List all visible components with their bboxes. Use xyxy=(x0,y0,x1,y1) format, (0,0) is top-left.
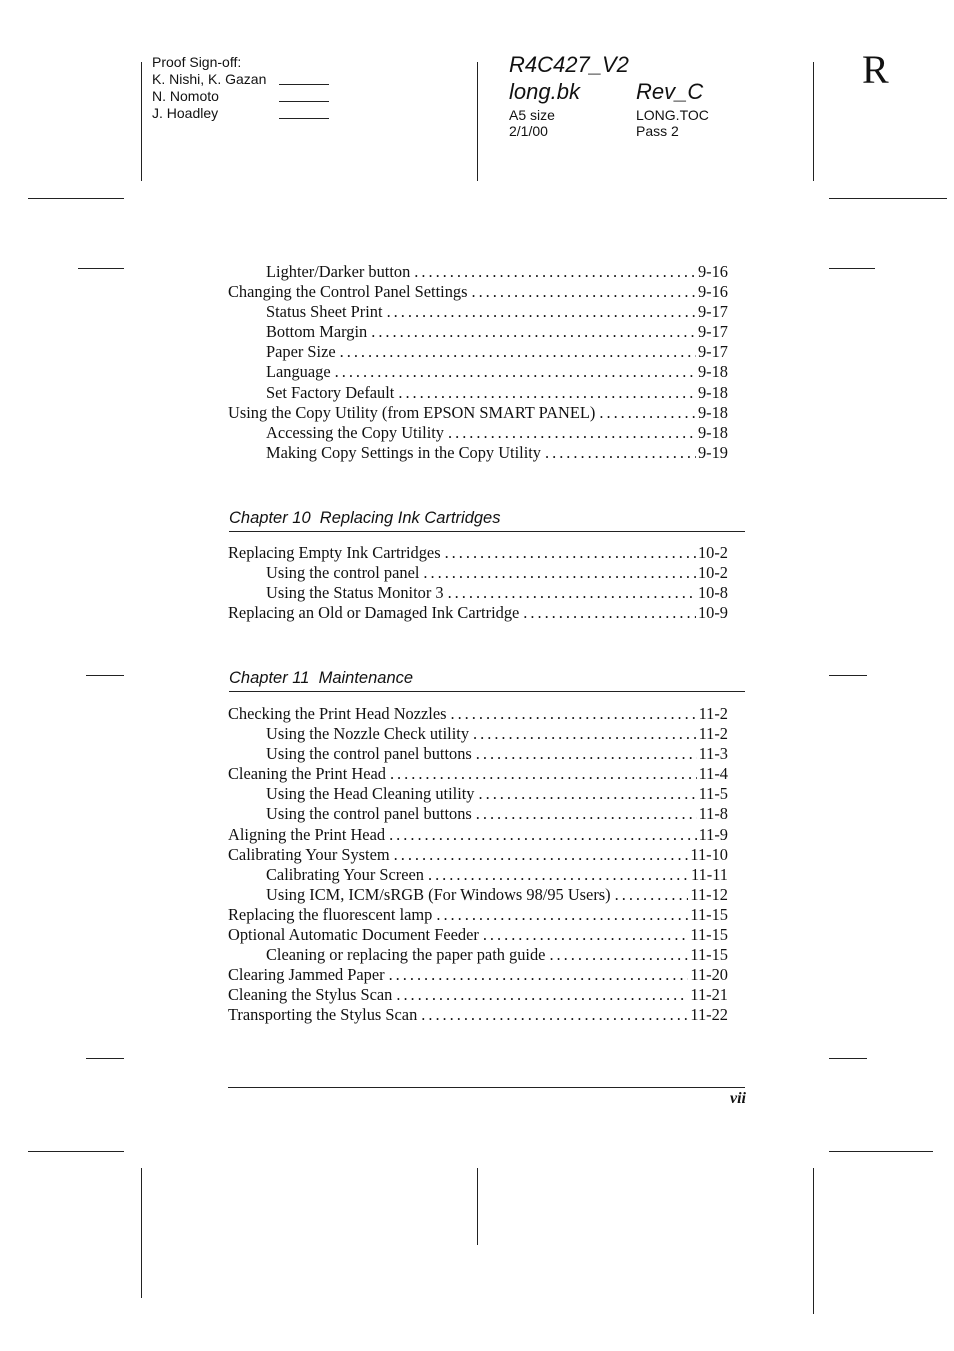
toc-entry[interactable] xyxy=(228,905,728,925)
toc-entry-page: 11-15 xyxy=(690,925,728,945)
toc-entry[interactable] xyxy=(228,945,728,965)
toc-entry-page: 11-2 xyxy=(698,724,728,744)
crop-mark xyxy=(477,62,478,181)
toc-entry-title: Paper Size xyxy=(266,342,336,362)
toc-list xyxy=(228,262,728,463)
signature-line xyxy=(279,118,329,119)
chapter-heading: Chapter 10 Replacing Ink Cartridges xyxy=(229,508,745,532)
signer-name: N. Nomoto xyxy=(152,88,219,104)
toc-entry-page: 11-3 xyxy=(698,744,728,764)
crop-mark xyxy=(78,268,124,269)
signer-row xyxy=(152,105,266,122)
toc-entry-page: 11-8 xyxy=(698,804,728,824)
crop-mark xyxy=(829,1058,867,1059)
toc-entry[interactable] xyxy=(228,563,728,583)
corner-letter-mark: R xyxy=(862,47,889,92)
dot-leader xyxy=(479,784,697,804)
toc-entry[interactable] xyxy=(228,925,728,945)
dot-leader xyxy=(387,302,696,322)
toc-entry[interactable] xyxy=(228,282,728,302)
toc-entry-page: 9-18 xyxy=(697,382,728,402)
crop-mark xyxy=(477,1168,478,1245)
toc-entry-page: 11-4 xyxy=(698,764,728,784)
toc-entry-title: Changing the Control Panel Settings xyxy=(228,282,468,302)
toc-entry-title: Using the control panel buttons xyxy=(266,804,472,824)
toc-entry-page: 9-17 xyxy=(697,322,728,342)
toc-entry-page: 9-19 xyxy=(697,442,728,462)
dot-leader xyxy=(340,342,696,362)
toc-entry[interactable] xyxy=(228,845,728,865)
proof-pass: Pass 2 xyxy=(636,123,679,139)
toc-entry-page: 10-9 xyxy=(697,603,728,623)
toc-entry[interactable] xyxy=(228,885,728,905)
dot-leader xyxy=(371,322,696,342)
book-code: R4C427_V2 xyxy=(509,52,629,77)
toc-entry-page: 11-15 xyxy=(690,904,728,924)
toc-entry-title: Language xyxy=(266,362,331,382)
dot-leader xyxy=(473,724,697,744)
dot-leader xyxy=(428,865,689,885)
toc-entry-page: 11-10 xyxy=(690,844,728,864)
signer-name: K. Nishi, K. Gazan xyxy=(152,71,267,87)
toc-entry-page: 9-18 xyxy=(697,422,728,442)
dot-leader xyxy=(394,845,689,865)
dot-leader xyxy=(523,603,696,623)
dot-leader xyxy=(390,764,697,784)
signature-line xyxy=(279,84,329,85)
dot-leader xyxy=(421,1005,688,1025)
toc-entry[interactable] xyxy=(228,724,728,744)
book-revision: Rev_C xyxy=(636,79,704,104)
signer-row xyxy=(152,88,266,105)
toc-entry-title: Bottom Margin xyxy=(266,322,368,342)
toc-entry[interactable] xyxy=(228,342,728,362)
toc-entry-title: Checking the Print Head Nozzles xyxy=(228,704,447,723)
crop-mark xyxy=(86,1058,124,1059)
dot-leader xyxy=(414,262,696,282)
crop-mark xyxy=(28,1151,124,1152)
toc-entry-page: 11-5 xyxy=(698,784,728,804)
dot-leader xyxy=(476,744,697,764)
toc-entry-title: Cleaning the Print Head xyxy=(228,764,386,784)
toc-entry-title: Cleaning the Stylus Scan xyxy=(228,985,393,1005)
toc-entry-title: Optional Automatic Document Feeder xyxy=(228,925,479,945)
toc-file: LONG.TOC xyxy=(636,107,709,123)
dot-leader xyxy=(436,905,688,925)
toc-entry-title: Replacing Empty Ink Cartridges xyxy=(228,543,441,562)
toc-entry-title: Transporting the Stylus Scan xyxy=(228,1005,418,1025)
crop-mark xyxy=(829,198,947,199)
signer-name: J. Hoadley xyxy=(152,105,219,121)
toc-entry[interactable] xyxy=(228,1005,728,1025)
toc-entry-page: 10-2 xyxy=(697,543,728,562)
toc-entry[interactable] xyxy=(228,865,728,885)
proof-date: 2/1/00 xyxy=(509,123,548,139)
toc-entry-page: 9-17 xyxy=(697,302,728,322)
dot-leader xyxy=(335,362,696,382)
toc-entry[interactable] xyxy=(228,603,728,623)
crop-mark xyxy=(86,675,124,676)
crop-mark xyxy=(829,268,875,269)
toc-entry[interactable] xyxy=(228,825,728,845)
signer-row xyxy=(152,71,266,88)
toc-entry-title: Lighter/Darker button xyxy=(266,262,411,281)
toc-entry-title: Using the control panel buttons xyxy=(266,744,472,764)
dot-leader xyxy=(545,443,696,463)
dot-leader xyxy=(448,423,696,443)
footer-rule xyxy=(228,1087,745,1088)
toc-entry-title: Replacing the fluorescent lamp xyxy=(228,904,433,924)
toc-entry-title: Calibrating Your Screen xyxy=(266,864,424,884)
toc-entry-page: 11-12 xyxy=(690,884,728,904)
toc-entry[interactable] xyxy=(228,423,728,443)
toc-entry-page: 9-18 xyxy=(697,362,728,382)
dot-leader xyxy=(389,965,689,985)
toc-entry[interactable] xyxy=(228,744,728,764)
crop-mark xyxy=(829,675,867,676)
toc-entry-title: Using the control panel xyxy=(266,563,420,583)
toc-entry[interactable] xyxy=(228,985,728,1005)
toc-entry[interactable] xyxy=(228,443,728,463)
dot-leader xyxy=(599,403,696,423)
toc-entry-page: 10-8 xyxy=(697,583,728,603)
toc-entry-page: 11-9 xyxy=(698,824,728,844)
page-size: A5 size xyxy=(509,107,555,123)
book-file: long.bk xyxy=(509,79,580,104)
signature-line xyxy=(279,101,329,102)
crop-mark xyxy=(813,1168,814,1314)
toc-entry[interactable] xyxy=(228,764,728,784)
toc-entry[interactable] xyxy=(228,704,728,724)
dot-leader xyxy=(450,704,696,724)
toc-entry-page: 11-2 xyxy=(698,704,728,723)
dot-leader xyxy=(389,825,697,845)
dot-leader xyxy=(398,383,696,403)
chapter-heading: Chapter 11 Maintenance xyxy=(229,668,745,692)
toc-entry-title: Clearing Jammed Paper xyxy=(228,965,385,985)
toc-entry-page: 9-18 xyxy=(697,402,728,422)
toc-entry-title: Set Factory Default xyxy=(266,382,395,402)
dot-leader xyxy=(448,583,696,603)
toc-entry[interactable] xyxy=(228,403,728,423)
crop-mark xyxy=(141,1168,142,1298)
toc-entry[interactable] xyxy=(228,583,728,603)
toc-entry-title: Calibrating Your System xyxy=(228,844,390,864)
toc-entry[interactable] xyxy=(228,362,728,382)
toc-list xyxy=(228,543,728,623)
toc-entry-title: Aligning the Print Head xyxy=(228,824,386,844)
toc-entry[interactable] xyxy=(228,965,728,985)
crop-mark xyxy=(141,62,142,181)
dot-leader xyxy=(483,925,689,945)
toc-entry-page: 11-20 xyxy=(690,965,728,985)
dot-leader xyxy=(445,543,696,563)
toc-entry-title: Using the Head Cleaning utility xyxy=(266,784,475,804)
toc-entry-page: 11-21 xyxy=(690,985,728,1005)
dot-leader xyxy=(615,885,689,905)
toc-entry-title: Using the Nozzle Check utility xyxy=(266,724,470,744)
toc-entry-title: Accessing the Copy Utility xyxy=(266,422,445,442)
toc-entry-title: Making Copy Settings in the Copy Utility xyxy=(266,442,542,462)
toc-entry-title: Using ICM, ICM/sRGB (For Windows 98/95 Users) xyxy=(266,884,611,904)
crop-mark xyxy=(829,1151,933,1152)
toc-entry-title: Status Sheet Print xyxy=(266,302,383,322)
dot-leader xyxy=(471,282,695,302)
toc-entry[interactable] xyxy=(228,302,728,322)
toc-list xyxy=(228,704,728,1026)
dot-leader xyxy=(396,985,688,1005)
toc-entry-page: 11-22 xyxy=(690,1005,728,1025)
crop-mark xyxy=(28,198,124,199)
toc-entry-page: 10-2 xyxy=(697,563,728,583)
toc-entry-page: 9-17 xyxy=(697,342,728,362)
toc-entry[interactable] xyxy=(228,383,728,403)
toc-entry[interactable] xyxy=(228,804,728,824)
dot-leader xyxy=(476,804,697,824)
dot-leader xyxy=(549,945,688,965)
proof-signoff xyxy=(152,54,266,122)
toc-entry-page: 11-15 xyxy=(690,945,728,965)
toc-entry-page: 9-16 xyxy=(697,262,728,281)
crop-mark xyxy=(813,62,814,181)
page-number: vii xyxy=(730,1090,746,1107)
toc-entry[interactable] xyxy=(228,322,728,342)
toc-entry-page: 11-11 xyxy=(690,864,728,884)
toc-entry-page: 9-16 xyxy=(697,282,728,302)
dot-leader xyxy=(423,563,696,583)
toc-entry[interactable] xyxy=(228,262,728,282)
proof-signoff-heading: Proof Sign-off: xyxy=(152,54,242,70)
toc-entry[interactable] xyxy=(228,784,728,804)
toc-entry[interactable] xyxy=(228,543,728,563)
toc-entry-title: Cleaning or replacing the paper path guide xyxy=(266,945,546,965)
toc-entry-title: Replacing an Old or Damaged Ink Cartridge xyxy=(228,603,520,623)
toc-entry-title: Using the Copy Utility (from EPSON SMART PANEL) xyxy=(228,402,596,422)
toc-entry-title: Using the Status Monitor 3 xyxy=(266,583,444,603)
